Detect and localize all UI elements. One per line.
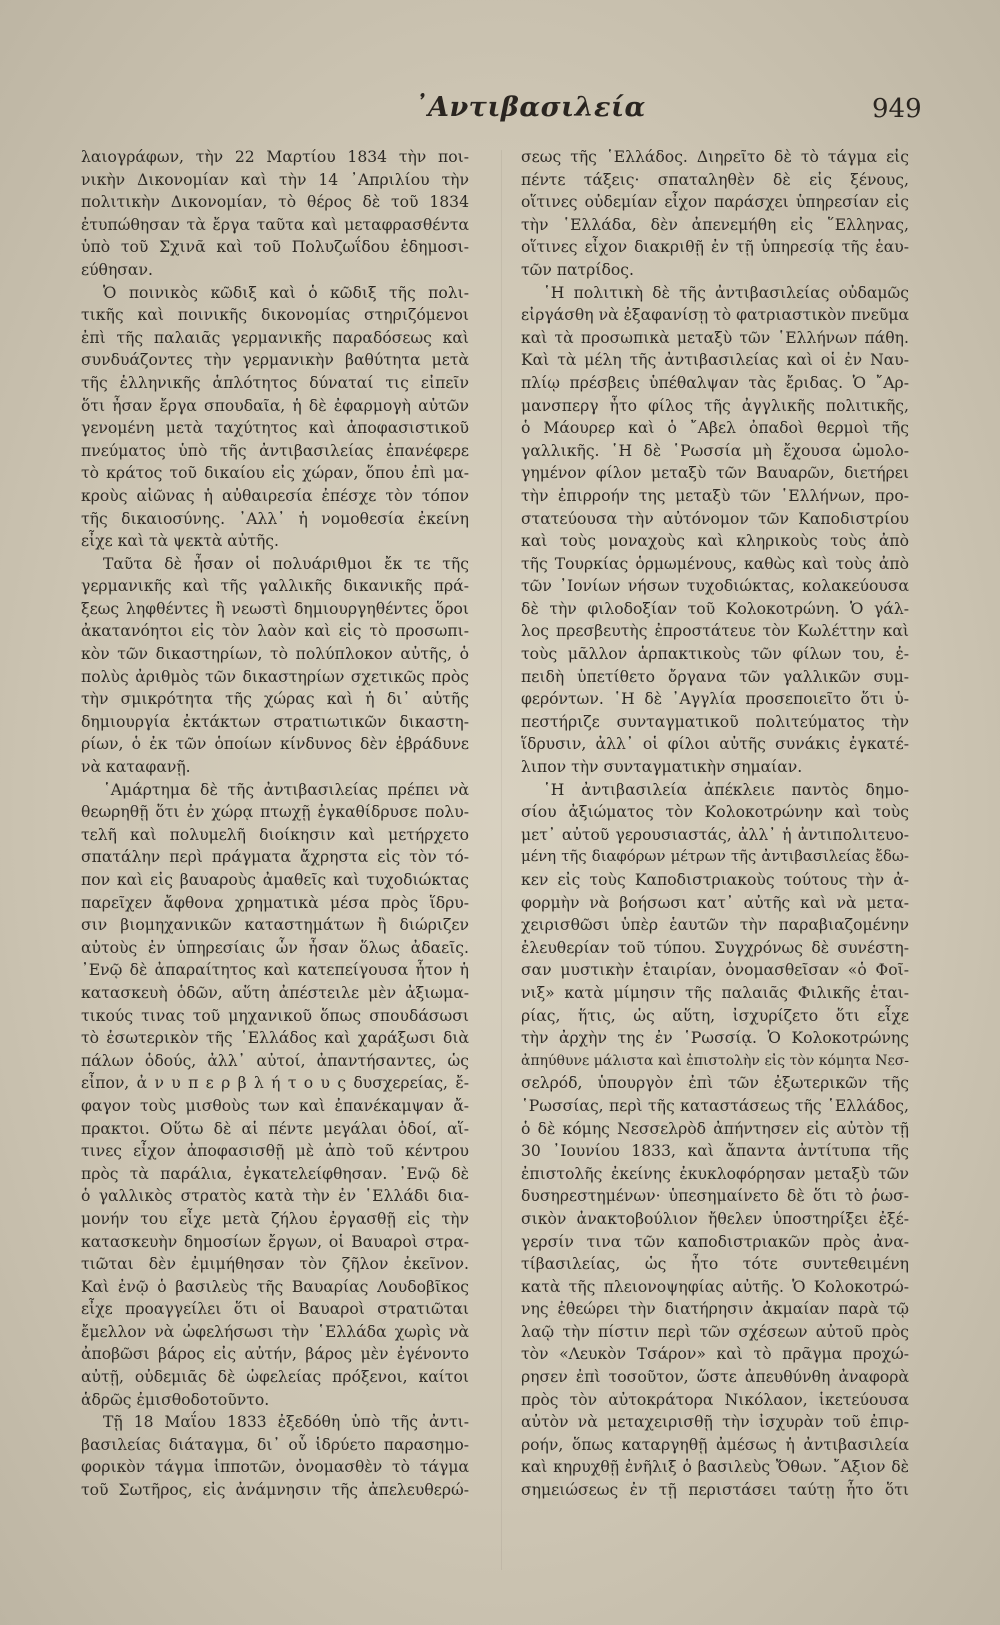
text-line: φερόντων. ῾Η δὲ ᾽Αγγλία προσεποιεῖτο ὅτι ὑ- xyxy=(521,690,909,709)
text-line: ἐτυπώθησαν τὰ ἔργα ταῦτα καὶ μεταφρασθέντα xyxy=(81,215,469,234)
text-line: σεως τῆς ῾Ελλάδος. Διηρεῖτο δὲ τὸ τάγμα εἰς xyxy=(521,148,909,166)
text-line: ἐπιστολῆς ἐκείνης ἐκυκλοφόρησαν μεταξὺ τῶν xyxy=(521,1164,909,1183)
text-line: καὶ τοὺς μοναχοὺς καὶ κληρικοὺς τοὺς ἀπὸ xyxy=(521,532,909,551)
text-line: δημιουργία ἐκτάκτων στρατιωτικῶν δικαστη- xyxy=(81,712,469,731)
text-line: εἰργάσθη νὰ ἐξαφανίσῃ τὸ φατριαστικὸν πνεῦμα xyxy=(521,306,909,325)
text-line: κεν εἰς τοὺς Καποδιστριακοὺς τούτους τὴν ἀ- xyxy=(521,871,909,889)
column-gutter xyxy=(501,150,502,1570)
text-line: ὅτι ἦσαν ἔργα σπουδαῖα, ἡ δὲ ἐφαρμογὴ αὐτῶν xyxy=(81,396,469,415)
text-line: λος πρεσβευτὴς ἐπροστάτευε τὸν Κωλέττην καὶ xyxy=(521,622,909,641)
text-line: παρεῖχεν ἄφθονα χρηματικὰ μέσα πρὸς ἵδρυ- xyxy=(81,893,469,912)
text-line: σικὸν ἀνακτοβούλιον ἤθελεν ὑποστηρίξει ἐξέ- xyxy=(521,1209,909,1228)
text-line: τὸ κράτος τοῦ δικαίου εἰς χώραν, ὅπου ἐπὶ μα- xyxy=(81,464,469,483)
text-line: γερσίν τινα τῶν καποδιστριακῶν πρὸς ἀνα- xyxy=(521,1232,909,1251)
text-line: πνεύματος ὑπὸ τῆς ἀντιβασιλείας ἐπανέφερε xyxy=(81,441,469,460)
running-head xyxy=(0,92,1000,132)
text-line: συνδυάζοντες τὴν γερμανικὴν βαθύτητα μετὰ xyxy=(81,351,469,370)
text-line: ᾽Ενῷ δὲ ἀπαραίτητος καὶ κατεπείγουσα ἦτον ἡ xyxy=(81,961,469,980)
text-line: τινες εἶχον ἀποφασισθῇ μὲ ἀπὸ τοῦ κέντρου xyxy=(81,1142,469,1161)
text-line: μένη τῆς διαφόρων μέτρων τῆς ἀντιβασιλείας ἔδω- xyxy=(521,848,909,866)
text-line: στατεύουσα τὴν αὐτόνομον τῶν Καποδιστρίου xyxy=(521,509,909,528)
text-line: θεωρηθῇ ὅτι ἐν χώρᾳ πτωχῇ ἐγκαθίδρυσε πολυ- xyxy=(81,803,469,822)
text-line: ῾Η ἀντιβασιλεία ἀπέκλειε παντὸς δημο- xyxy=(543,780,909,799)
text-line: βασιλείας διάταγμα, δι᾽ οὗ ἱδρύετο παρασημο- xyxy=(81,1435,469,1454)
text-line: ὁ δὲ κόμης Νεσσελρὸδ ἀπήντησεν εἰς αὐτὸν τῇ xyxy=(521,1119,909,1138)
text-line: σημειώσεως ἐν τῇ περιστάσει ταύτῃ ἦτο ὅτι xyxy=(521,1481,909,1500)
text-line: νὰ καταφανῇ. xyxy=(81,758,191,777)
text-line: μετ᾽ αὐτοῦ γερουσιαστάς, ἀλλ᾽ ἡ ἀντιπολιτευο- xyxy=(521,825,909,844)
text-line: ροήν, ὅπως καταργηθῇ ἀμέσως ἡ ἀντιβασιλεία xyxy=(521,1435,909,1454)
text-line: οἵτινες εἶχον διακριθῇ ἐν τῇ ὑπηρεσίᾳ τῆς ἑαυ- xyxy=(521,238,909,257)
text-line: Καὶ ἐνῷ ὁ βασιλεὺς τῆς Βαυαρίας Λουδοβῖκος xyxy=(81,1277,469,1296)
text-line: νης ἐθεώρει τὴν διατήρησιν ἀκμαίαν παρὰ τῷ xyxy=(521,1300,909,1319)
text-line: μανσπεργ ἦτο φίλος τῆς ἀγγλικῆς πολιτικῆς, xyxy=(521,396,909,415)
text-line: τῶν πατρίδος. xyxy=(521,260,634,279)
text-line: φορικὸν τάγμα ἱπποτῶν, ὀνομασθὲν τὸ τάγμα xyxy=(81,1458,469,1477)
text-line: καὶ κηρυχθῇ ἐνῆλιξ ὁ βασιλεὺς Ὄθων. ῎Αξιον δὲ xyxy=(521,1458,909,1477)
text-line: ῾Αμάρτημα δὲ τῆς ἀντιβασιλείας πρέπει νὰ xyxy=(103,780,469,799)
text-line: αὐτῇ, οὐδεμιᾶς δὲ ὠφελείας πρόξενοι, καίτοι xyxy=(81,1368,469,1387)
text-line: ὁ Μάουρερ καὶ ὁ ῎Αβελ ὀπαδοὶ θερμοὶ τῆς xyxy=(521,419,909,438)
text-line: ἀποβῶσι βάρος εἰς αὐτήν, βάρος μὲν ἐγένοντο xyxy=(81,1345,469,1364)
text-line: χειρισθῶσι ὑπὲρ ἑαυτῶν τὴν παραβιαζομένην xyxy=(521,916,909,935)
text-line: πειδὴ ὑπετίθετο ὄργανα τῶν γαλλικῶν συμ- xyxy=(521,667,909,686)
text-line: γαλλικῆς. ῾Η δὲ ῾Ρωσσία μὴ ἔχουσα ὡμολο- xyxy=(521,441,909,460)
text-line: πολὺς ἀριθμὸς τῶν δικαστηρίων σχετικῶς πρὸς xyxy=(81,667,469,686)
text-line: εἶπον, ἀ ν υ π ε ρ β λ ή τ ο υ ς δυσχερείας, ἔ- xyxy=(81,1074,469,1093)
text-line: πέντε τάξεις· σπαταληθὲν δὲ εἰς ξένους, xyxy=(521,170,909,189)
text-line: πολιτικὴν Δικονομίαν, τὸ θέρος δὲ τοῦ 1834 xyxy=(81,193,469,212)
text-line: ρίας, ἥτις, ὡς αὕτη, ἰσχυρίζετο ὅτι εἶχε xyxy=(521,1006,909,1025)
text-line: τὴν ῾Ελλάδα, δὲν ἀπενεμήθη εἰς ῞Ελληνας, xyxy=(521,215,909,234)
text-line: σιν βιομηχανικῶν καταστημάτων ἢ διώριζεν xyxy=(81,916,469,935)
text-line: κὸν τῶν δικαστηρίων, τὸ πολύπλοκον αὐτῆς, ὁ xyxy=(81,645,469,664)
text-line: αὐτὸν νὰ μεταχειρισθῇ τὴν ἰσχυρὰν τοῦ ἐπιρ- xyxy=(521,1413,909,1432)
text-line: λαῷ τὴν πίστιν περὶ τῶν σχέσεων αὐτοῦ πρὸς xyxy=(521,1322,909,1341)
text-line: ὁ γαλλικὸς στρατὸς κατὰ τὴν ἐν ῾Ελλάδι δια- xyxy=(81,1187,469,1206)
right-column xyxy=(521,146,909,1502)
text-line: φαγον τοὺς μισθοὺς των καὶ ἐπανέκαμψαν ἄ- xyxy=(81,1096,469,1115)
text-line: τῆς Τουρκίας ὁρμωμένους, καθὼς καὶ τοὺς ἀπὸ xyxy=(521,554,909,573)
text-line: ῾Ρωσσίας, περὶ τῆς καταστάσεως τῆς ῾Ελλάδος, xyxy=(521,1096,909,1115)
text-line: ξεως ληφθέντες ἢ νεωστὶ δημιουργηθέντες ὅροι xyxy=(81,599,469,618)
text-line: ἐπὶ τῆς παλαιᾶς γερμανικῆς παραδόσεως καὶ xyxy=(81,328,469,347)
text-line: γημένον φίλον μεταξὺ τῶν Βαυαρῶν, διετήρει xyxy=(521,464,909,483)
text-line: ρίων, ὁ ἐκ τῶν ὁποίων κίνδυνος δὲν ἐβράδυνε xyxy=(81,735,469,754)
text-line: εἶχε προαγγείλει ὅτι οἱ Βαυαροὶ στρατιῶται xyxy=(81,1300,469,1319)
text-line: ἔμελλον νὰ ὠφελήσωσι τὴν ῾Ελλάδα χωρὶς νὰ xyxy=(81,1322,469,1341)
text-line: εύθησαν. xyxy=(81,260,153,279)
text-line: τικῆς καὶ ποινικῆς δικονομίας στηριζόμενοι xyxy=(81,306,469,325)
text-line: κατασκευὴ ὁδῶν, αὕτη ἀπέστειλε μὲν ἀξιωμα- xyxy=(81,983,469,1002)
text-line: σίου ἀξιώματος τὸν Κολοκοτρώνην καὶ τοὺς xyxy=(521,803,909,822)
text-line: τὸ ἐσωτερικὸν τῆς ῾Ελλάδος καὶ χαράξωσι διὰ xyxy=(81,1029,469,1048)
text-line: Καὶ τὰ μέλη τῆς ἀντιβασιλείας καὶ οἱ ἐν Ναυ- xyxy=(521,351,909,370)
text-line: τοῦ Σωτῆρος, εἰς ἀνάμνησιν τῆς ἀπελευθερώ- xyxy=(81,1481,469,1500)
text-line: τῶν ᾽Ιονίων νήσων τυχοδιώκτας, κολακεύουσα xyxy=(521,577,909,596)
text-line: κροὺς αἰῶνας ἡ αὐθαιρεσία ἐπέσχε τὸν τόπον xyxy=(81,486,469,505)
text-line: λιπον τὴν συνταγματικὴν σημαίαν. xyxy=(521,758,803,777)
text-line: ἐλευθερίαν τοῦ τύπου. Συγχρόνως δὲ συνέστη- xyxy=(521,938,909,957)
text-line: πον καὶ εἰς βαυαροὺς ἀμαθεῖς καὶ τυχοδιώκτας xyxy=(81,871,469,889)
text-line: φορμὴν νὰ βοήσωσι κατ᾽ αὐτῆς καὶ νὰ μετα- xyxy=(521,893,909,912)
text-line: τελῆ καὶ πολυμελῆ διοίκησιν καὶ μετήρχετο xyxy=(81,825,469,844)
text-line: δυσηρεστημένων· ὑπεσημαίνετο δὲ ὅτι τὸ ῥωσ- xyxy=(521,1187,909,1206)
text-line: τιῶται δὲν ἐμιμήθησαν τὸν ζῆλον ἐκεῖνον. xyxy=(81,1255,469,1274)
text-line: ἁδρῶς ἐμισθοδοτοῦντο. xyxy=(81,1390,270,1409)
text-line: σελρόδ, ὑπουργὸν ἐπὶ τῶν ἐξωτερικῶν τῆς xyxy=(521,1074,909,1093)
text-line: Ταῦτα δὲ ἦσαν οἱ πολυάριθμοι ἔκ τε τῆς xyxy=(103,554,469,573)
text-line: τὴν σμικρότητα τῆς χώρας καὶ ἡ δι᾽ αὐτῆς xyxy=(81,690,469,709)
text-line: γερμανικῆς καὶ τῆς γαλλικῆς δικανικῆς πρά- xyxy=(81,577,469,596)
text-line: πρὸς τὸν αὐτοκράτορα Νικόλαον, ἱκετεύουσα xyxy=(521,1390,909,1409)
text-line: καὶ τὰ προσωπικὰ μεταξὺ τῶν ῾Ελλήνων πάθη. xyxy=(521,328,909,347)
text-line: εἶχε καὶ τὰ ψεκτὰ αὐτῆς. xyxy=(81,532,279,551)
text-line: ῾Η πολιτικὴ δὲ τῆς ἀντιβασιλείας οὐδαμῶς xyxy=(543,283,909,302)
text-line: τοὺς μᾶλλον ἁρπακτικοὺς τῶν φίλων του, ἐ- xyxy=(521,645,909,664)
text-line: ἵδρυσιν, ἀλλ᾽ οἱ φίλοι αὐτῆς συνάκις ἐγκατέ- xyxy=(521,735,909,754)
text-line: ὑπὸ τοῦ Σχινᾶ καὶ τοῦ Πολυζωΐδου ἐδημοσι- xyxy=(81,238,469,257)
left-column xyxy=(81,146,469,1502)
text-line: ἀπηύθυνε μάλιστα καὶ ἐπιστολὴν εἰς τὸν κόμητα Νεσ- xyxy=(521,1052,909,1069)
text-line: ἀκατανόητοι εἰς τὸν λαὸν καὶ εἰς τὸ προσωπι- xyxy=(81,622,469,641)
text-line: σαν μυστικὴν ἑταιρίαν, ὀνομασθεῖσαν «ὁ Φοῖ- xyxy=(521,961,909,980)
text-line: τῆς δικαιοσύνης. ᾽Αλλ᾽ ἡ νομοθεσία ἐκείνη xyxy=(81,509,469,528)
text-line: οἵτινες οὐδεμίαν εἶχον παράσχει ὑπηρεσίαν εἰς xyxy=(521,193,909,212)
text-line: τῆς ἑλληνικῆς ἁπλότητος δύναταί τις εἰπεῖν xyxy=(81,373,469,392)
text-line: πρὸς τὰ παράλια, ἐγκατελείφθησαν. ᾽Ενῷ δὲ xyxy=(81,1164,469,1183)
text-line: τὸν «Λευκὸν Τσάρον» καὶ τὸ πρᾶγμα προχώ- xyxy=(521,1345,909,1364)
text-line: πάλων ὁδούς, ἀλλ᾽ αὐτοί, ἀπαντήσαντες, ὡς xyxy=(81,1051,469,1070)
text-line: τὴν ἐπιρροήν της μεταξὺ τῶν ῾Ελλήνων, προ- xyxy=(521,486,909,505)
text-line: πεστήριζε συνταγματικοῦ πολιτεύματος τὴν xyxy=(521,712,909,731)
text-line: κατασκευὴν δημοσίων ἔργων, οἱ Βαυαροὶ στρα- xyxy=(81,1232,469,1251)
text-line: πλίῳ πρέσβεις ὑπέθαλψαν τὰς ἔριδας. Ὁ ῎Αρ- xyxy=(521,373,909,392)
text-line: Τῇ 18 Μαΐου 1833 ἐξεδόθη ὑπὸ τῆς ἀντι- xyxy=(103,1413,469,1432)
text-line: Ὁ ποινικὸς κῶδιξ καὶ ὁ κῶδιξ τῆς πολι- xyxy=(103,283,469,302)
text-line: 30 ᾽Ιουνίου 1833, καὶ ἄπαντα ἀντίτυπα τῆς xyxy=(521,1142,909,1161)
page-number: 949 xyxy=(872,94,922,124)
text-line: πρακτοι. Οὕτω δὲ αἱ πέντε μεγάλαι ὁδοί, αἵ- xyxy=(81,1119,469,1138)
running-title: ᾽Αντιβασιλεία xyxy=(414,92,646,123)
text-line: τὴν ἀρχὴν της ἐν ῾Ρωσσίᾳ. Ὁ Κολοκοτρώνης xyxy=(521,1029,909,1048)
text-line: νικὴν Δικονομίαν καὶ τὴν 14 ᾽Απριλίου τὴν xyxy=(81,170,469,189)
text-line: μονήν του εἶχε μετὰ ζήλου ἐργασθῇ εἰς τὴν xyxy=(81,1209,469,1228)
text-line: κατὰ τῆς πλειονοψηφίας αὐτῆς. Ὁ Κολοκοτρώ- xyxy=(521,1277,909,1296)
text-line: σπατάλην περὶ πράγματα ἄχρηστα εἰς τὸν τό- xyxy=(81,848,469,867)
text-line: τίβασιλείας, ὡς ἦτο τότε συντεθειμένη xyxy=(521,1255,909,1274)
text-line: δὲ τὴν φιλοδοξίαν τοῦ Κολοκοτρώνη. Ὁ γάλ- xyxy=(521,599,909,618)
text-line: λαιογράφων, τὴν 22 Μαρτίου 1834 τὴν ποι- xyxy=(81,148,469,166)
text-line: γενομένη μετὰ ταχύτητος καὶ ἀποφασιστικοῦ xyxy=(81,419,469,438)
text-line: ρησεν ἐπὶ τοσοῦτον, ὥστε ἀπευθύνθη ἀναφορὰ xyxy=(521,1368,909,1387)
text-line: αὐτοὺς ἐν ὑπηρεσίαις ὧν ἦσαν ὅλως ἀδαεῖς. xyxy=(81,938,469,957)
text-line: νιξ» κατὰ μίμησιν τῆς παλαιᾶς Φιλικῆς ἑται- xyxy=(521,983,909,1002)
text-line: τικούς τινας τοῦ μηχανικοῦ ὅπως σπουδάσωσι xyxy=(81,1006,469,1025)
